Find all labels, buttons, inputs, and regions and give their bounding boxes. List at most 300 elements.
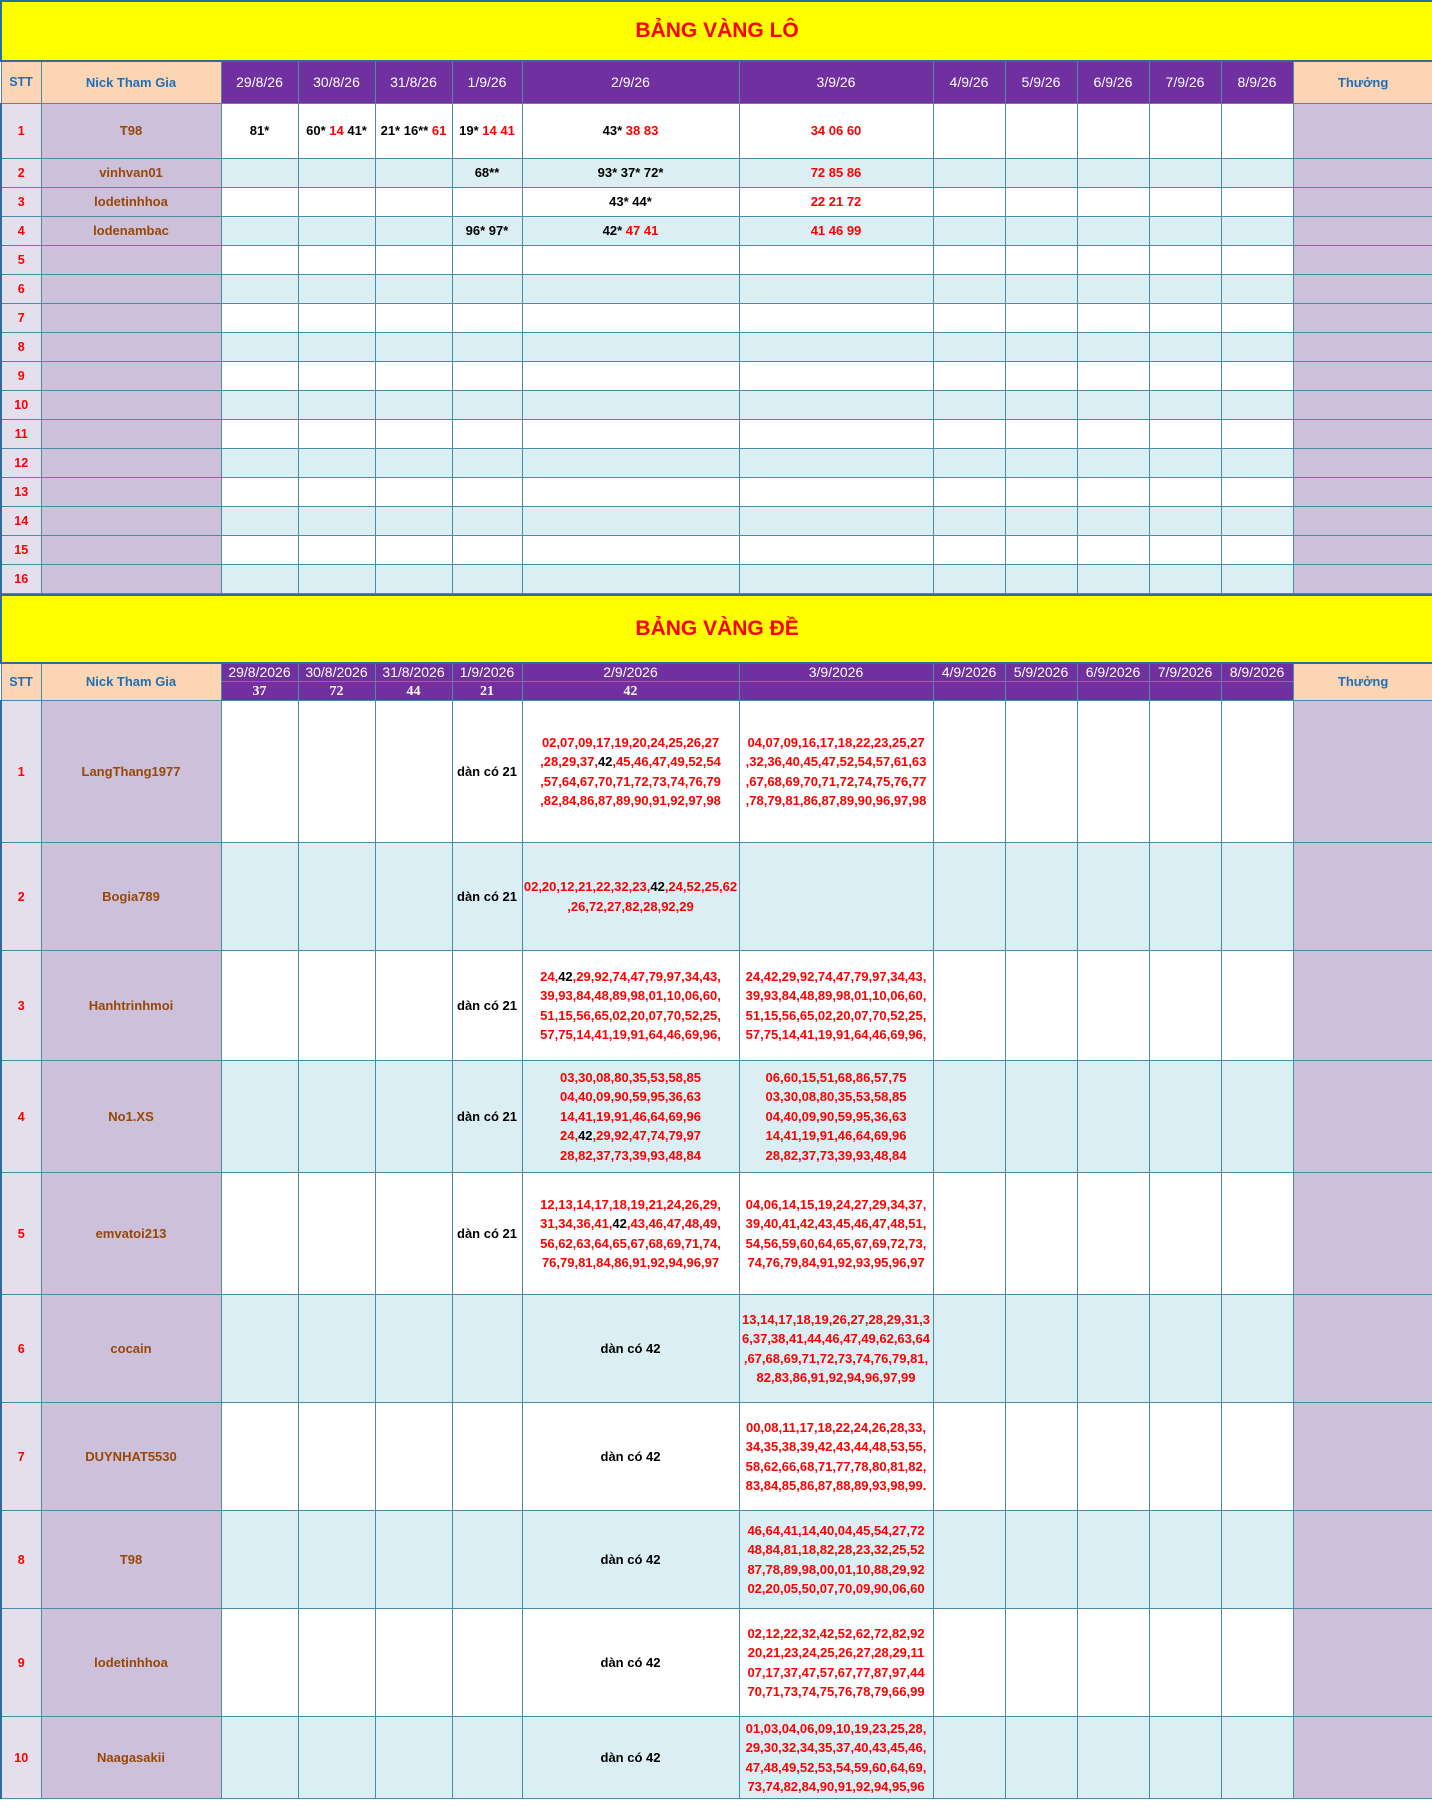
- lo-cell[interactable]: [221, 216, 298, 245]
- lo-cell[interactable]: [522, 103, 739, 158]
- de-cell[interactable]: [1005, 1061, 1077, 1173]
- lo-cell[interactable]: [933, 448, 1005, 477]
- de-cell[interactable]: [1077, 1717, 1149, 1799]
- lo-cell[interactable]: [452, 187, 522, 216]
- lo-cell[interactable]: [1221, 158, 1293, 187]
- de-cell[interactable]: [739, 1511, 933, 1609]
- de-cell[interactable]: [1149, 1511, 1221, 1609]
- lo-cell[interactable]: [522, 332, 739, 361]
- lo-cell[interactable]: [739, 274, 933, 303]
- de-cell[interactable]: [1077, 1173, 1149, 1295]
- lo-cell[interactable]: [933, 506, 1005, 535]
- lo-cell[interactable]: [221, 564, 298, 593]
- de-cell[interactable]: [1077, 843, 1149, 951]
- lo-cell[interactable]: [452, 390, 522, 419]
- de-cell[interactable]: [933, 843, 1005, 951]
- lo-cell[interactable]: [739, 477, 933, 506]
- lo-cell[interactable]: [522, 274, 739, 303]
- lo-cell[interactable]: [452, 303, 522, 332]
- lo-cell[interactable]: [1149, 419, 1221, 448]
- lo-cell[interactable]: [933, 419, 1005, 448]
- lo-cell[interactable]: [1149, 103, 1221, 158]
- lo-cell[interactable]: [522, 187, 739, 216]
- de-cell[interactable]: [739, 1061, 933, 1173]
- lo-cell[interactable]: [298, 361, 375, 390]
- de-cell[interactable]: [221, 1403, 298, 1511]
- de-cell[interactable]: [375, 1295, 452, 1403]
- lo-cell[interactable]: [739, 390, 933, 419]
- lo-cell[interactable]: [1005, 506, 1077, 535]
- de-cell[interactable]: [452, 951, 522, 1061]
- lo-cell[interactable]: [1149, 448, 1221, 477]
- lo-cell[interactable]: [522, 158, 739, 187]
- award-cell[interactable]: [1293, 419, 1432, 448]
- award-cell[interactable]: [1293, 448, 1432, 477]
- lo-cell[interactable]: [1221, 216, 1293, 245]
- de-cell[interactable]: [933, 1173, 1005, 1295]
- lo-cell[interactable]: [1005, 103, 1077, 158]
- de-cell[interactable]: [1221, 1511, 1293, 1609]
- lo-cell[interactable]: [375, 187, 452, 216]
- de-cell[interactable]: [452, 1609, 522, 1717]
- lo-cell[interactable]: [1221, 477, 1293, 506]
- de-cell[interactable]: [452, 1511, 522, 1609]
- lo-cell[interactable]: [375, 274, 452, 303]
- lo-cell[interactable]: [221, 103, 298, 158]
- de-cell[interactable]: [933, 701, 1005, 843]
- de-cell[interactable]: [522, 1061, 739, 1173]
- de-cell[interactable]: [933, 1061, 1005, 1173]
- de-cell[interactable]: [1221, 701, 1293, 843]
- lo-cell[interactable]: [1077, 332, 1149, 361]
- lo-cell[interactable]: [298, 303, 375, 332]
- de-cell[interactable]: [298, 951, 375, 1061]
- lo-cell[interactable]: [1149, 477, 1221, 506]
- lo-cell[interactable]: [298, 187, 375, 216]
- lo-cell[interactable]: [452, 274, 522, 303]
- lo-cell[interactable]: [452, 216, 522, 245]
- award-cell[interactable]: [1293, 951, 1432, 1061]
- award-cell[interactable]: [1293, 390, 1432, 419]
- lo-cell[interactable]: [1221, 361, 1293, 390]
- de-cell[interactable]: [1149, 1403, 1221, 1511]
- lo-cell[interactable]: [1221, 332, 1293, 361]
- lo-cell[interactable]: [452, 419, 522, 448]
- de-cell[interactable]: [1077, 1511, 1149, 1609]
- award-cell[interactable]: [1293, 506, 1432, 535]
- de-cell[interactable]: [375, 1717, 452, 1799]
- lo-cell[interactable]: [522, 361, 739, 390]
- de-cell[interactable]: [452, 1295, 522, 1403]
- de-cell[interactable]: [739, 951, 933, 1061]
- award-cell[interactable]: [1293, 1403, 1432, 1511]
- de-cell[interactable]: [375, 1173, 452, 1295]
- lo-cell[interactable]: [452, 448, 522, 477]
- award-cell[interactable]: [1293, 1717, 1432, 1799]
- lo-cell[interactable]: [1149, 158, 1221, 187]
- lo-cell[interactable]: [739, 187, 933, 216]
- lo-cell[interactable]: [1221, 274, 1293, 303]
- lo-cell[interactable]: [522, 245, 739, 274]
- lo-cell[interactable]: [1149, 506, 1221, 535]
- lo-cell[interactable]: [522, 506, 739, 535]
- lo-cell[interactable]: [1005, 448, 1077, 477]
- de-cell[interactable]: [933, 1295, 1005, 1403]
- lo-cell[interactable]: [1149, 332, 1221, 361]
- lo-cell[interactable]: [375, 564, 452, 593]
- lo-cell[interactable]: [1077, 477, 1149, 506]
- de-cell[interactable]: [1077, 1403, 1149, 1511]
- lo-cell[interactable]: [739, 564, 933, 593]
- de-cell[interactable]: [452, 1717, 522, 1799]
- award-cell[interactable]: [1293, 1511, 1432, 1609]
- lo-cell[interactable]: [522, 535, 739, 564]
- de-cell[interactable]: [1221, 1295, 1293, 1403]
- lo-cell[interactable]: [1077, 361, 1149, 390]
- de-cell[interactable]: [1077, 1609, 1149, 1717]
- lo-cell[interactable]: [522, 564, 739, 593]
- award-cell[interactable]: [1293, 535, 1432, 564]
- lo-cell[interactable]: [933, 245, 1005, 274]
- lo-cell[interactable]: [933, 187, 1005, 216]
- lo-cell[interactable]: [221, 448, 298, 477]
- award-cell[interactable]: [1293, 245, 1432, 274]
- de-cell[interactable]: [1221, 1609, 1293, 1717]
- lo-cell[interactable]: [1149, 535, 1221, 564]
- lo-cell[interactable]: [1221, 506, 1293, 535]
- de-cell[interactable]: [739, 1295, 933, 1403]
- lo-cell[interactable]: [298, 158, 375, 187]
- de-cell[interactable]: [1077, 701, 1149, 843]
- lo-cell[interactable]: [522, 477, 739, 506]
- de-cell[interactable]: [1149, 1609, 1221, 1717]
- de-cell[interactable]: [221, 1173, 298, 1295]
- de-cell[interactable]: [221, 951, 298, 1061]
- de-cell[interactable]: [933, 1609, 1005, 1717]
- lo-cell[interactable]: [522, 216, 739, 245]
- de-cell[interactable]: [739, 843, 933, 951]
- lo-cell[interactable]: [221, 390, 298, 419]
- award-cell[interactable]: [1293, 1609, 1432, 1717]
- lo-cell[interactable]: [221, 477, 298, 506]
- award-cell[interactable]: [1293, 187, 1432, 216]
- lo-cell[interactable]: [1149, 274, 1221, 303]
- lo-cell[interactable]: [298, 535, 375, 564]
- de-cell[interactable]: [522, 1511, 739, 1609]
- lo-cell[interactable]: [1005, 158, 1077, 187]
- lo-cell[interactable]: [375, 158, 452, 187]
- lo-cell[interactable]: [1005, 216, 1077, 245]
- lo-cell[interactable]: [1077, 303, 1149, 332]
- de-cell[interactable]: [1005, 1609, 1077, 1717]
- lo-cell[interactable]: [375, 361, 452, 390]
- de-cell[interactable]: [298, 1295, 375, 1403]
- de-cell[interactable]: [522, 1609, 739, 1717]
- lo-cell[interactable]: [452, 477, 522, 506]
- lo-cell[interactable]: [1221, 448, 1293, 477]
- lo-cell[interactable]: [298, 332, 375, 361]
- de-cell[interactable]: [221, 1295, 298, 1403]
- de-cell[interactable]: [221, 843, 298, 951]
- lo-cell[interactable]: [522, 448, 739, 477]
- lo-cell[interactable]: [1005, 187, 1077, 216]
- de-cell[interactable]: [221, 1609, 298, 1717]
- lo-cell[interactable]: [1221, 187, 1293, 216]
- lo-cell[interactable]: [739, 158, 933, 187]
- de-cell[interactable]: [452, 701, 522, 843]
- de-cell[interactable]: [298, 1173, 375, 1295]
- award-cell[interactable]: [1293, 274, 1432, 303]
- award-cell[interactable]: [1293, 843, 1432, 951]
- de-cell[interactable]: [739, 1717, 933, 1799]
- lo-cell[interactable]: [1005, 535, 1077, 564]
- lo-cell[interactable]: [375, 390, 452, 419]
- lo-cell[interactable]: [1005, 361, 1077, 390]
- de-cell[interactable]: [1149, 843, 1221, 951]
- de-cell[interactable]: [298, 1609, 375, 1717]
- de-cell[interactable]: [452, 1061, 522, 1173]
- de-cell[interactable]: [221, 701, 298, 843]
- de-cell[interactable]: [1005, 701, 1077, 843]
- lo-cell[interactable]: [221, 187, 298, 216]
- lo-cell[interactable]: [452, 158, 522, 187]
- lo-cell[interactable]: [452, 535, 522, 564]
- lo-cell[interactable]: [739, 535, 933, 564]
- award-cell[interactable]: [1293, 158, 1432, 187]
- lo-cell[interactable]: [298, 564, 375, 593]
- lo-cell[interactable]: [1077, 506, 1149, 535]
- lo-cell[interactable]: [933, 535, 1005, 564]
- lo-cell[interactable]: [375, 477, 452, 506]
- de-cell[interactable]: [298, 1061, 375, 1173]
- award-cell[interactable]: [1293, 1173, 1432, 1295]
- de-cell[interactable]: [522, 1403, 739, 1511]
- lo-cell[interactable]: [1149, 216, 1221, 245]
- lo-cell[interactable]: [1077, 103, 1149, 158]
- lo-cell[interactable]: [298, 390, 375, 419]
- de-cell[interactable]: [452, 1403, 522, 1511]
- de-cell[interactable]: [375, 1609, 452, 1717]
- lo-cell[interactable]: [739, 103, 933, 158]
- lo-cell[interactable]: [452, 332, 522, 361]
- lo-cell[interactable]: [1149, 564, 1221, 593]
- lo-cell[interactable]: [1005, 390, 1077, 419]
- lo-cell[interactable]: [452, 506, 522, 535]
- lo-cell[interactable]: [522, 390, 739, 419]
- lo-cell[interactable]: [1005, 332, 1077, 361]
- lo-cell[interactable]: [375, 216, 452, 245]
- award-cell[interactable]: [1293, 303, 1432, 332]
- lo-cell[interactable]: [375, 245, 452, 274]
- lo-cell[interactable]: [298, 216, 375, 245]
- lo-cell[interactable]: [933, 103, 1005, 158]
- lo-cell[interactable]: [1077, 535, 1149, 564]
- de-cell[interactable]: [933, 951, 1005, 1061]
- de-cell[interactable]: [1149, 701, 1221, 843]
- lo-cell[interactable]: [1221, 103, 1293, 158]
- lo-cell[interactable]: [221, 274, 298, 303]
- lo-cell[interactable]: [221, 245, 298, 274]
- de-cell[interactable]: [1077, 1061, 1149, 1173]
- de-cell[interactable]: [739, 1609, 933, 1717]
- award-cell[interactable]: [1293, 564, 1432, 593]
- lo-cell[interactable]: [739, 448, 933, 477]
- lo-cell[interactable]: [1149, 187, 1221, 216]
- lo-cell[interactable]: [1221, 245, 1293, 274]
- lo-cell[interactable]: [1221, 303, 1293, 332]
- de-cell[interactable]: [375, 951, 452, 1061]
- de-cell[interactable]: [739, 1403, 933, 1511]
- lo-cell[interactable]: [933, 361, 1005, 390]
- de-cell[interactable]: [739, 1173, 933, 1295]
- lo-cell[interactable]: [739, 245, 933, 274]
- de-cell[interactable]: [298, 843, 375, 951]
- lo-cell[interactable]: [1077, 274, 1149, 303]
- lo-cell[interactable]: [1005, 564, 1077, 593]
- de-cell[interactable]: [522, 951, 739, 1061]
- lo-cell[interactable]: [298, 506, 375, 535]
- de-cell[interactable]: [1149, 951, 1221, 1061]
- lo-cell[interactable]: [375, 303, 452, 332]
- lo-cell[interactable]: [375, 332, 452, 361]
- award-cell[interactable]: [1293, 361, 1432, 390]
- lo-cell[interactable]: [739, 361, 933, 390]
- lo-cell[interactable]: [298, 245, 375, 274]
- de-cell[interactable]: [1077, 1295, 1149, 1403]
- lo-cell[interactable]: [298, 419, 375, 448]
- lo-cell[interactable]: [1149, 361, 1221, 390]
- lo-cell[interactable]: [452, 361, 522, 390]
- lo-cell[interactable]: [1005, 419, 1077, 448]
- de-cell[interactable]: [522, 1295, 739, 1403]
- lo-cell[interactable]: [1077, 390, 1149, 419]
- de-cell[interactable]: [1149, 1061, 1221, 1173]
- lo-cell[interactable]: [1077, 158, 1149, 187]
- de-cell[interactable]: [1005, 951, 1077, 1061]
- lo-cell[interactable]: [375, 535, 452, 564]
- lo-cell[interactable]: [1221, 564, 1293, 593]
- lo-cell[interactable]: [1221, 535, 1293, 564]
- lo-cell[interactable]: [452, 564, 522, 593]
- lo-cell[interactable]: [1077, 187, 1149, 216]
- lo-cell[interactable]: [933, 564, 1005, 593]
- lo-cell[interactable]: [221, 303, 298, 332]
- award-cell[interactable]: [1293, 477, 1432, 506]
- de-cell[interactable]: [1221, 1061, 1293, 1173]
- de-cell[interactable]: [1005, 1295, 1077, 1403]
- de-cell[interactable]: [298, 1717, 375, 1799]
- de-cell[interactable]: [221, 1061, 298, 1173]
- de-cell[interactable]: [452, 1173, 522, 1295]
- lo-cell[interactable]: [739, 419, 933, 448]
- lo-cell[interactable]: [739, 506, 933, 535]
- de-cell[interactable]: [522, 701, 739, 843]
- lo-cell[interactable]: [1149, 245, 1221, 274]
- lo-cell[interactable]: [221, 361, 298, 390]
- de-cell[interactable]: [1005, 1717, 1077, 1799]
- lo-cell[interactable]: [375, 103, 452, 158]
- de-cell[interactable]: [375, 1061, 452, 1173]
- lo-cell[interactable]: [1005, 274, 1077, 303]
- lo-cell[interactable]: [221, 158, 298, 187]
- de-cell[interactable]: [1149, 1173, 1221, 1295]
- de-cell[interactable]: [375, 1403, 452, 1511]
- de-cell[interactable]: [221, 1511, 298, 1609]
- lo-cell[interactable]: [298, 477, 375, 506]
- de-cell[interactable]: [1221, 843, 1293, 951]
- lo-cell[interactable]: [933, 332, 1005, 361]
- lo-cell[interactable]: [1149, 390, 1221, 419]
- de-cell[interactable]: [298, 1511, 375, 1609]
- de-cell[interactable]: [933, 1403, 1005, 1511]
- lo-cell[interactable]: [1077, 216, 1149, 245]
- lo-cell[interactable]: [1077, 245, 1149, 274]
- lo-cell[interactable]: [1221, 390, 1293, 419]
- lo-cell[interactable]: [221, 535, 298, 564]
- de-cell[interactable]: [375, 843, 452, 951]
- lo-cell[interactable]: [1221, 419, 1293, 448]
- lo-cell[interactable]: [522, 419, 739, 448]
- de-cell[interactable]: [1221, 1173, 1293, 1295]
- lo-cell[interactable]: [1077, 419, 1149, 448]
- lo-cell[interactable]: [452, 103, 522, 158]
- de-cell[interactable]: [1149, 1295, 1221, 1403]
- lo-cell[interactable]: [1005, 477, 1077, 506]
- de-cell[interactable]: [933, 1717, 1005, 1799]
- de-cell[interactable]: [1221, 1403, 1293, 1511]
- lo-cell[interactable]: [298, 448, 375, 477]
- de-cell[interactable]: [375, 701, 452, 843]
- lo-cell[interactable]: [1077, 564, 1149, 593]
- de-cell[interactable]: [452, 843, 522, 951]
- lo-cell[interactable]: [739, 332, 933, 361]
- de-cell[interactable]: [522, 843, 739, 951]
- de-cell[interactable]: [1005, 1403, 1077, 1511]
- de-cell[interactable]: [1221, 951, 1293, 1061]
- de-cell[interactable]: [375, 1511, 452, 1609]
- lo-cell[interactable]: [221, 419, 298, 448]
- de-cell[interactable]: [1221, 1717, 1293, 1799]
- lo-cell[interactable]: [933, 303, 1005, 332]
- de-cell[interactable]: [1149, 1717, 1221, 1799]
- de-cell[interactable]: [522, 1173, 739, 1295]
- de-cell[interactable]: [1005, 843, 1077, 951]
- lo-cell[interactable]: [933, 158, 1005, 187]
- lo-cell[interactable]: [739, 216, 933, 245]
- award-cell[interactable]: [1293, 103, 1432, 158]
- lo-cell[interactable]: [375, 506, 452, 535]
- lo-cell[interactable]: [452, 245, 522, 274]
- lo-cell[interactable]: [221, 506, 298, 535]
- de-cell[interactable]: [298, 701, 375, 843]
- de-cell[interactable]: [522, 1717, 739, 1799]
- lo-cell[interactable]: [1149, 303, 1221, 332]
- lo-cell[interactable]: [522, 303, 739, 332]
- award-cell[interactable]: [1293, 1061, 1432, 1173]
- lo-cell[interactable]: [375, 448, 452, 477]
- lo-cell[interactable]: [933, 274, 1005, 303]
- de-cell[interactable]: [739, 701, 933, 843]
- lo-cell[interactable]: [298, 103, 375, 158]
- de-cell[interactable]: [221, 1717, 298, 1799]
- de-cell[interactable]: [933, 1511, 1005, 1609]
- award-cell[interactable]: [1293, 216, 1432, 245]
- lo-cell[interactable]: [221, 332, 298, 361]
- de-cell[interactable]: [298, 1403, 375, 1511]
- lo-cell[interactable]: [933, 216, 1005, 245]
- de-cell[interactable]: [1005, 1511, 1077, 1609]
- lo-cell[interactable]: [1077, 448, 1149, 477]
